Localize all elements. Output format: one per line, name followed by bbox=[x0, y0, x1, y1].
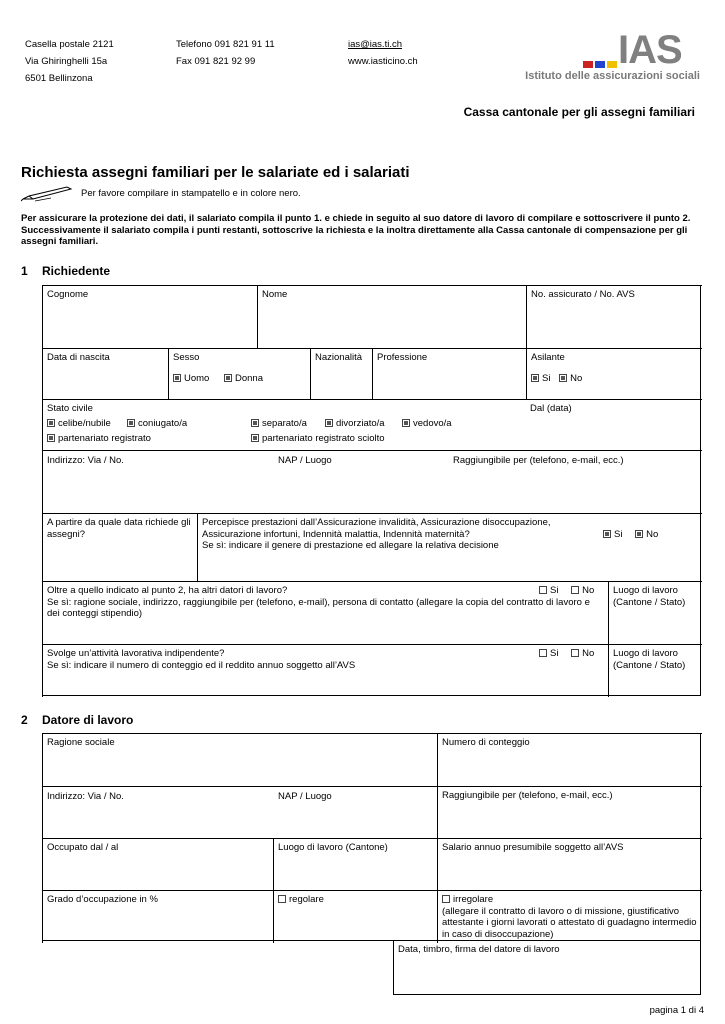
page-number: pagina 1 di 4 bbox=[649, 1005, 704, 1016]
no-label: No bbox=[582, 585, 595, 596]
celibe-checkbox[interactable] bbox=[47, 419, 55, 427]
professione-label: Professione bbox=[377, 352, 428, 363]
prestazioni-no-checkbox[interactable] bbox=[635, 530, 643, 538]
contact-block bbox=[348, 36, 418, 70]
section-1-number: 1 bbox=[21, 264, 28, 278]
cognome-field[interactable] bbox=[42, 285, 257, 348]
website-link[interactable]: www.iasticino.ch bbox=[348, 56, 418, 67]
partenariato-checkbox[interactable] bbox=[47, 434, 55, 442]
asilante-label: Asilante bbox=[531, 352, 565, 363]
indipendente-question: Svolge un’attività lavorativa indipendente? bbox=[47, 648, 225, 659]
indipendente-no-checkbox[interactable] bbox=[571, 649, 579, 657]
partire-label: A partire da quale data richiede gli assegni? bbox=[47, 517, 191, 540]
no-label: No bbox=[570, 372, 583, 384]
luogo-lavoro-field[interactable] bbox=[608, 581, 702, 645]
occupato-label: Occupato dal / al bbox=[47, 842, 119, 853]
nascita-label: Data di nascita bbox=[47, 352, 110, 363]
prestazioni-line-3: Se sì: indicare il genere di prestazione ed allegare la relativa decisione bbox=[202, 540, 499, 551]
indipendente-field bbox=[42, 644, 608, 697]
dal-label: Dal (data) bbox=[530, 403, 572, 414]
irregolare-note: (allegare il contratto di lavoro o di missione, giustificativo attestante i giorni lavorati o attestato di guadagno intermedio in caso di disoccupazione) bbox=[442, 905, 697, 940]
indirizzo-row[interactable] bbox=[42, 450, 702, 514]
grado-label: Grado d’occupazione in % bbox=[47, 894, 158, 905]
raggiungibile-label: Raggiungibile per (telefono, e-mail, ecc.) bbox=[442, 790, 613, 801]
altri-datori-note: Se sì: ragione sociale, indirizzo, raggiungibile per (telefono, e-mail), persona di contatto (allegare la copia del contratto di lavoro e dei conteggi stipendio) bbox=[47, 596, 590, 619]
grado-field[interactable] bbox=[42, 890, 273, 943]
pen-icon bbox=[21, 185, 73, 206]
sesso-field bbox=[168, 348, 310, 400]
partenariato-label: partenariato registrato bbox=[58, 433, 151, 444]
luogo-lavoro-label: Luogo di lavoro (Cantone / Stato) bbox=[613, 585, 686, 608]
si-label: Si bbox=[550, 648, 559, 659]
firma-label: Data, timbro, firma del datore di lavoro bbox=[398, 944, 560, 955]
email-link[interactable]: ias@ias.ti.ch bbox=[348, 39, 402, 50]
phone-number: Telefono 091 821 91 11 bbox=[176, 39, 275, 50]
partire-field[interactable] bbox=[42, 513, 197, 582]
luogo-lavoro-2-field[interactable] bbox=[608, 644, 702, 697]
fax-number: Fax 091 821 92 99 bbox=[176, 56, 256, 67]
divorziato-label: divorziato/a bbox=[336, 418, 385, 429]
donna-label: Donna bbox=[234, 372, 263, 384]
nome-label: Nome bbox=[262, 289, 288, 300]
salario-field[interactable] bbox=[437, 838, 702, 891]
altri-no-checkbox[interactable] bbox=[571, 586, 579, 594]
datore-raggiungibile-field[interactable] bbox=[437, 786, 702, 839]
nome-field[interactable] bbox=[257, 285, 527, 348]
conteggio-field[interactable] bbox=[437, 733, 702, 786]
irregolare-checkbox[interactable] bbox=[442, 895, 450, 903]
coniugato-checkbox[interactable] bbox=[127, 419, 135, 427]
address-block bbox=[25, 36, 114, 87]
vedovo-checkbox[interactable] bbox=[402, 419, 410, 427]
uomo-checkbox[interactable] bbox=[173, 374, 181, 382]
cassa-title: Cassa cantonale per gli assegni familiari bbox=[463, 105, 695, 119]
separato-label: separato/a bbox=[262, 418, 307, 429]
ragione-label: Ragione sociale bbox=[47, 737, 115, 748]
dal-field[interactable] bbox=[526, 399, 702, 451]
altri-datori-question: Oltre a quello indicato al punto 2, ha altri datori di lavoro? bbox=[47, 585, 288, 596]
indipendente-si-checkbox[interactable] bbox=[539, 649, 547, 657]
pen-note: Per favore compilare in stampatello e in colore nero. bbox=[81, 188, 301, 199]
luogo-lavoro-label: Luogo di lavoro (Cantone / Stato) bbox=[613, 648, 686, 671]
section-2-number: 2 bbox=[21, 713, 28, 727]
cognome-label: Cognome bbox=[47, 289, 89, 300]
section-2-title: Datore di lavoro bbox=[42, 713, 134, 727]
separato-checkbox[interactable] bbox=[251, 419, 259, 427]
no-label: No bbox=[646, 529, 659, 540]
irregolare-label: irregolare bbox=[453, 894, 494, 905]
altri-datori-field bbox=[42, 581, 608, 645]
divorziato-checkbox[interactable] bbox=[325, 419, 333, 427]
nazionalita-label: Nazionalità bbox=[315, 352, 362, 363]
regolare-field bbox=[273, 890, 438, 943]
luogo-cantone-label: Luogo di lavoro (Cantone) bbox=[278, 842, 388, 853]
partenariato-sciolto-checkbox[interactable] bbox=[251, 434, 259, 442]
regolare-label: regolare bbox=[289, 894, 324, 905]
nazionalita-field[interactable] bbox=[310, 348, 372, 400]
prestazioni-line-1: Percepisce prestazioni dall’Assicurazione invalidità, Assicurazione disoccupazione, bbox=[202, 517, 551, 528]
sesso-label: Sesso bbox=[173, 352, 200, 363]
logo-red-square bbox=[583, 61, 593, 68]
prestazioni-line-2: Assicurazione infortuni, Indennità malattia, Indennità maternità? bbox=[202, 528, 470, 540]
donna-checkbox[interactable] bbox=[224, 374, 232, 382]
nascita-field[interactable] bbox=[42, 348, 168, 400]
asilante-no-checkbox[interactable] bbox=[559, 374, 567, 382]
no-label: No bbox=[582, 648, 595, 659]
indipendente-note: Se sì: indicare il numero di conteggio ed il reddito annuo soggetto all’AVS bbox=[47, 659, 356, 671]
indirizzo-label: Indirizzo: Via / No. bbox=[47, 791, 124, 802]
stato-civile-label: Stato civile bbox=[47, 403, 93, 414]
prestazioni-field bbox=[197, 513, 702, 582]
altri-si-checkbox[interactable] bbox=[539, 586, 547, 594]
prestazioni-si-checkbox[interactable] bbox=[603, 530, 611, 538]
avs-field[interactable] bbox=[526, 285, 702, 348]
stato-civile-field bbox=[42, 399, 527, 451]
form-title: Richiesta assegni familiari per le salariate ed i salariati bbox=[21, 164, 410, 181]
si-label: Si bbox=[614, 529, 623, 540]
logo-text: IAS bbox=[618, 28, 682, 72]
phone-block bbox=[176, 36, 275, 70]
si-label: Si bbox=[542, 372, 551, 384]
regolare-checkbox[interactable] bbox=[278, 895, 286, 903]
vedovo-label: vedovo/a bbox=[413, 418, 452, 429]
professione-field[interactable] bbox=[372, 348, 527, 400]
celibe-label: celibe/nubile bbox=[58, 418, 111, 429]
raggiungibile-label: Raggiungibile per (telefono, e-mail, ecc.) bbox=[453, 455, 624, 466]
address-line: 6501 Bellinzona bbox=[25, 73, 93, 84]
section-1-title: Richiedente bbox=[42, 264, 111, 278]
uomo-label: Uomo bbox=[184, 372, 210, 384]
luogo-cantone-field[interactable] bbox=[273, 838, 438, 891]
section-1-table bbox=[42, 285, 701, 696]
asilante-si-checkbox[interactable] bbox=[531, 374, 539, 382]
nap-label: NAP / Luogo bbox=[278, 791, 332, 802]
logo-yellow-square bbox=[607, 61, 617, 68]
logo-blue-square bbox=[595, 61, 605, 68]
salario-label: Salario annuo presumibile soggetto all’AVS bbox=[442, 842, 624, 853]
avs-label: No. assicurato / No. AVS bbox=[531, 289, 635, 300]
firma-field[interactable] bbox=[393, 940, 701, 995]
indirizzo-label: Indirizzo: Via / No. bbox=[47, 455, 124, 466]
irregolare-field bbox=[437, 890, 702, 943]
section-2-table bbox=[42, 733, 701, 941]
si-label: Si bbox=[550, 585, 559, 596]
intro-text: Per assicurare la protezione dei dati, il salariato compila il punto 1. e chiede in seguito al suo datore di lavoro di compilare e sottoscrivere il punto 2. Successivamente il salariato compila i punti restanti, sottoscrive la richiesta e la inoltra direttamente alla Cassa cantonale di compensazione per gli assegni familiari. bbox=[21, 213, 691, 247]
datore-indirizzo-field[interactable] bbox=[42, 786, 437, 839]
ragione-field[interactable] bbox=[42, 733, 437, 786]
occupato-field[interactable] bbox=[42, 838, 273, 891]
ias-logo bbox=[525, 28, 700, 84]
address-line: Via Ghiringhelli 15a bbox=[25, 56, 108, 67]
asilante-field bbox=[526, 348, 702, 400]
nap-label: NAP / Luogo bbox=[278, 455, 332, 466]
partenariato-sciolto-label: partenariato registrato sciolto bbox=[262, 433, 385, 444]
address-line: Casella postale 2121 bbox=[25, 39, 114, 50]
conteggio-label: Numero di conteggio bbox=[442, 737, 530, 748]
coniugato-label: coniugato/a bbox=[138, 418, 188, 429]
logo-subtitle: Istituto delle assicurazioni sociali bbox=[525, 70, 700, 82]
